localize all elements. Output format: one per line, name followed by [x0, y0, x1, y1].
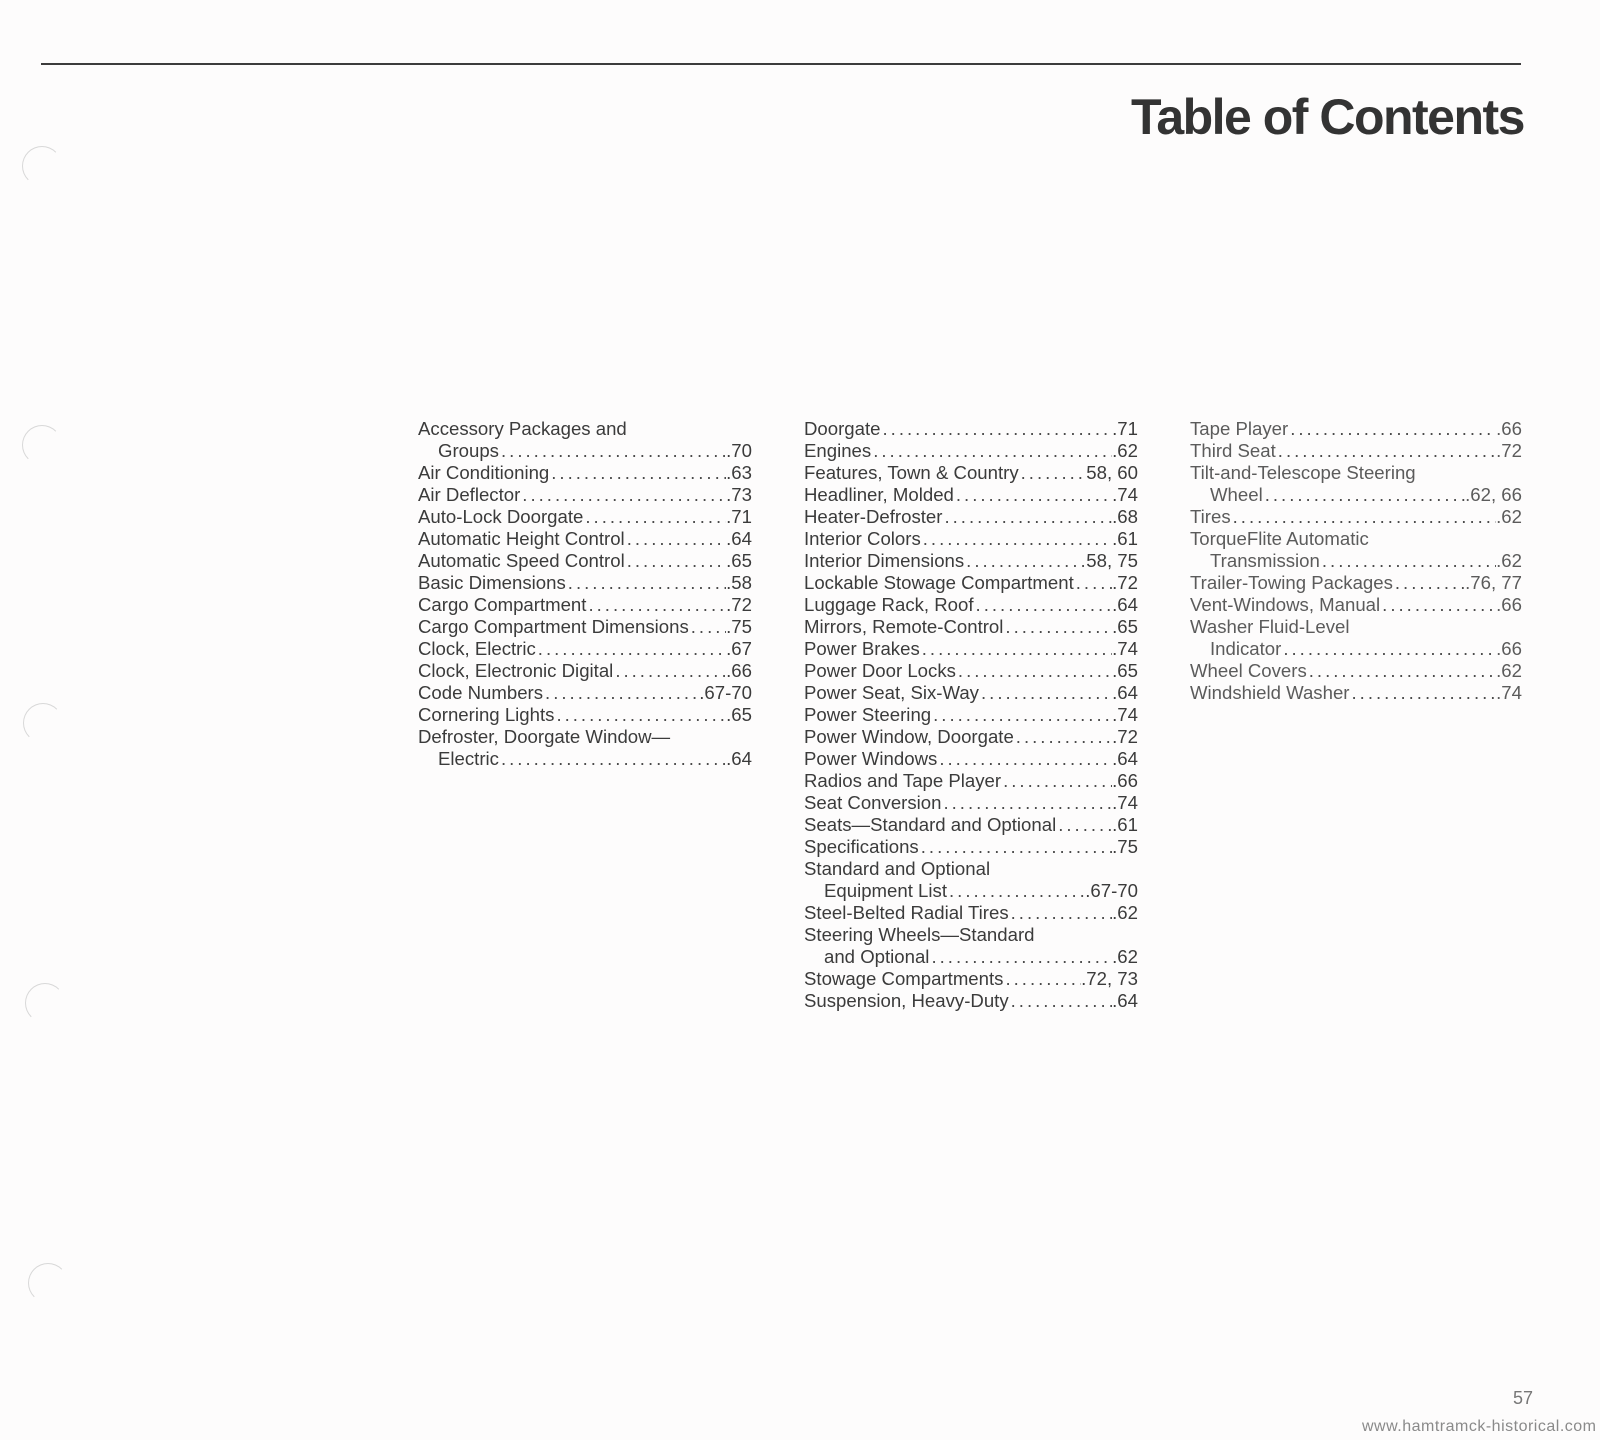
- toc-entry-line: [418, 748, 752, 770]
- binder-hole-5: [28, 1263, 68, 1303]
- dot-leader: [549, 462, 726, 484]
- toc-entry: [804, 726, 1138, 748]
- toc-entry-page: .74: [1112, 792, 1138, 813]
- toc-entry: [418, 550, 752, 572]
- toc-entry-page: .65: [726, 550, 752, 571]
- toc-entry-label: Features, Town & Country: [804, 462, 1019, 483]
- toc-entry-label: Tape Player: [1190, 418, 1289, 439]
- dot-leader: [1003, 968, 1081, 990]
- toc-entry-label: and Optional: [824, 946, 930, 967]
- dot-leader: [974, 594, 1113, 616]
- toc-entry-line: [804, 528, 1138, 550]
- toc-entry-line: [1190, 594, 1522, 616]
- toc-entry-line: [804, 748, 1138, 770]
- toc-entry: [1190, 440, 1522, 462]
- toc-entry-label: Luggage Rack, Roof: [804, 594, 974, 615]
- toc-entry-label: Wheel: [1210, 484, 1263, 505]
- toc-entry-label: Interior Colors: [804, 528, 921, 549]
- toc-entry-page: .71: [1112, 418, 1138, 439]
- dot-leader: [1056, 814, 1112, 836]
- toc-entry: [418, 616, 752, 638]
- toc-entry-label: Groups: [438, 440, 499, 461]
- dot-leader: [586, 594, 726, 616]
- dot-leader: [520, 484, 726, 506]
- toc-entry: [804, 836, 1138, 858]
- toc-entry-label: Power Windows: [804, 748, 938, 769]
- toc-entry-line: [804, 682, 1138, 704]
- toc-entry-label: Steel-Belted Radial Tires: [804, 902, 1009, 923]
- toc-entry: [418, 418, 752, 462]
- toc-entry-label: Vent-Windows, Manual: [1190, 594, 1381, 615]
- dot-leader: [536, 638, 726, 660]
- toc-entry-line: [418, 704, 752, 726]
- toc-entry-lead: Washer Fluid-Level: [1190, 616, 1350, 637]
- dot-leader: [689, 616, 726, 638]
- toc-entry-page: .64: [1112, 594, 1138, 615]
- toc-entry-page: .62: [1496, 506, 1522, 527]
- binder-hole-2: [22, 425, 62, 465]
- toc-entry-page: .63: [726, 462, 752, 483]
- toc-entry: [1190, 682, 1522, 704]
- dot-leader: [1014, 726, 1112, 748]
- toc-entry: [418, 660, 752, 682]
- toc-entry-label: Mirrors, Remote-Control: [804, 616, 1004, 637]
- dot-leader: [954, 484, 1112, 506]
- dot-leader: [871, 440, 1112, 462]
- toc-entry-label: Doorgate: [804, 418, 881, 439]
- toc-entry-page: .61: [1112, 528, 1138, 549]
- toc-entry-line: [1190, 440, 1522, 462]
- toc-entry-page: .65: [726, 704, 752, 725]
- toc-entry-line: [804, 814, 1138, 836]
- toc-entry-page: .74: [1496, 682, 1522, 703]
- toc-entry: [418, 704, 752, 726]
- binder-hole-4: [25, 983, 65, 1023]
- toc-entry-page: .73: [726, 484, 752, 505]
- dot-leader: [919, 836, 1112, 858]
- dot-leader: [543, 682, 699, 704]
- toc-entry-page: .66: [1496, 638, 1522, 659]
- toc-entry-line: [418, 440, 752, 462]
- toc-entry-line: [1190, 638, 1522, 660]
- toc-entry-page: .66: [1496, 594, 1522, 615]
- toc-column-2: [804, 418, 1138, 1012]
- toc-entry-line: [418, 660, 752, 682]
- toc-entry-line: [804, 616, 1138, 638]
- toc-entry-line: [804, 770, 1138, 792]
- toc-entry-page: .66: [726, 660, 752, 681]
- dot-leader: [947, 880, 1085, 902]
- dot-leader: [1009, 990, 1113, 1012]
- toc-entry-label: Power Door Locks: [804, 660, 956, 681]
- toc-entry: [418, 462, 752, 484]
- toc-entry-lead: Steering Wheels—Standard: [804, 924, 1035, 945]
- toc-entry-label: Equipment List: [824, 880, 947, 901]
- toc-entry-label: Power Window, Doorgate: [804, 726, 1014, 747]
- toc-entry-line: [418, 462, 752, 484]
- dot-leader: [956, 660, 1112, 682]
- dot-leader: [1307, 660, 1496, 682]
- toc-entry-label: Windshield Washer: [1190, 682, 1350, 703]
- toc-entry-lead: Accessory Packages and: [418, 418, 627, 439]
- toc-entry-page: 58, 60: [1086, 462, 1138, 483]
- toc-entry-page: .65: [1112, 660, 1138, 681]
- toc-entry-label: Automatic Speed Control: [418, 550, 625, 571]
- dot-leader: [881, 418, 1113, 440]
- toc-entry: [1190, 418, 1522, 440]
- toc-entry-line: [804, 440, 1138, 462]
- toc-entry-label: Transmission: [1210, 550, 1320, 571]
- toc-entry-page: .66: [1112, 770, 1138, 791]
- toc-entry-label: Cornering Lights: [418, 704, 555, 725]
- toc-entry-line: [418, 682, 752, 704]
- dot-leader: [625, 550, 726, 572]
- dot-leader: [1231, 506, 1497, 528]
- toc-entry-line: [418, 528, 752, 550]
- page-number: 57: [1513, 1388, 1534, 1408]
- toc-entry: [804, 572, 1138, 594]
- toc-entry-line: [804, 902, 1138, 924]
- toc-entry: [804, 660, 1138, 682]
- toc-entry-label: Air Deflector: [418, 484, 521, 505]
- toc-entry: [418, 726, 752, 770]
- dot-leader: [1393, 572, 1465, 594]
- toc-entry-label: Power Steering: [804, 704, 932, 725]
- dot-leader: [1276, 440, 1496, 462]
- toc-entry-page: .74: [1112, 704, 1138, 725]
- dot-leader: [499, 440, 726, 462]
- toc-entry-line: [804, 968, 1138, 990]
- toc-entry-label: Trailer-Towing Packages: [1190, 572, 1393, 593]
- dot-leader: [1019, 462, 1087, 484]
- toc-entry-label: Heater-Defroster: [804, 506, 943, 527]
- toc-entry: [418, 638, 752, 660]
- toc-column-1: [418, 418, 752, 770]
- toc-entry-page: .62, 66: [1465, 484, 1522, 505]
- toc-entry: [804, 704, 1138, 726]
- toc-entry-line: [804, 726, 1138, 748]
- toc-entry: [804, 418, 1138, 440]
- toc-entry-page: .62: [1112, 902, 1138, 923]
- toc-entry-label: Power Seat, Six-Way: [804, 682, 979, 703]
- toc-entry: [418, 528, 752, 550]
- toc-entry-label: Clock, Electric: [418, 638, 536, 659]
- dot-leader: [941, 792, 1112, 814]
- toc-entry-lead: Defroster, Doorgate Window—: [418, 726, 671, 747]
- toc-entry-page: .64: [726, 748, 752, 769]
- dot-leader: [1320, 550, 1496, 572]
- dot-leader: [1009, 902, 1113, 924]
- toc-entry-line: [804, 484, 1138, 506]
- toc-entry-line: [804, 638, 1138, 660]
- toc-entry-line: [1190, 550, 1522, 572]
- toc-entry-line: [804, 946, 1138, 968]
- dot-leader: [1074, 572, 1112, 594]
- toc-entry-line: [804, 594, 1138, 616]
- toc-entry-page: .72: [726, 594, 752, 615]
- toc-entry-line: [804, 550, 1138, 572]
- toc-entry: [804, 792, 1138, 814]
- toc-entry-line: [1190, 682, 1522, 704]
- toc-entry-label: Stowage Compartments: [804, 968, 1004, 989]
- toc-entry: [804, 990, 1138, 1012]
- dot-leader: [1380, 594, 1496, 616]
- header-rule: [41, 63, 1521, 65]
- toc-entry-label: Seats—Standard and Optional: [804, 814, 1057, 835]
- dot-leader: [937, 748, 1112, 770]
- toc-entry-label: Air Conditioning: [418, 462, 550, 483]
- toc-entry-label: Auto-Lock Doorgate: [418, 506, 584, 527]
- toc-entry-page: .64: [1112, 990, 1138, 1011]
- toc-entry-line: [804, 836, 1138, 858]
- toc-entry: [1190, 660, 1522, 682]
- toc-entry-page: 58, 75: [1086, 550, 1138, 571]
- toc-entry-label: Automatic Height Control: [418, 528, 625, 549]
- toc-entry-label: Tires: [1190, 506, 1231, 527]
- toc-entry-line: [804, 660, 1138, 682]
- dot-leader: [1003, 616, 1112, 638]
- toc-entry-page: .72, 73: [1081, 968, 1138, 989]
- toc-entry: [804, 858, 1138, 902]
- toc-entry: [804, 528, 1138, 550]
- toc-entry-line: [418, 638, 752, 660]
- toc-entry-page: .74: [1112, 638, 1138, 659]
- toc-entry-line: [1190, 506, 1522, 528]
- toc-entry-page: .62: [1496, 660, 1522, 681]
- toc-entry: [804, 616, 1138, 638]
- dot-leader: [499, 748, 726, 770]
- toc-entry-label: Wheel Covers: [1190, 660, 1307, 681]
- dot-leader: [613, 660, 726, 682]
- toc-entry-page: .65: [1112, 616, 1138, 637]
- toc-entry: [1190, 506, 1522, 528]
- toc-entry: [804, 924, 1138, 968]
- toc-entry-label: Interior Dimensions: [804, 550, 965, 571]
- binder-hole-3: [23, 703, 63, 743]
- toc-entry-page: .74: [1112, 484, 1138, 505]
- toc-entry: [1190, 616, 1522, 660]
- toc-entry: [1190, 572, 1522, 594]
- toc-entry-lead: TorqueFlite Automatic: [1190, 528, 1369, 549]
- toc-entry-page: .67-70: [699, 682, 752, 703]
- toc-entry-label: Clock, Electronic Digital: [418, 660, 614, 681]
- toc-entry-label: Code Numbers: [418, 682, 544, 703]
- toc-entry-line: [804, 506, 1138, 528]
- toc-entry-label: Lockable Stowage Compartment: [804, 572, 1074, 593]
- toc-entry: [804, 814, 1138, 836]
- toc-entry-line: [804, 990, 1138, 1012]
- toc-entry-line: [804, 792, 1138, 814]
- toc-entry-line: [418, 572, 752, 594]
- toc-column-3: [1190, 418, 1522, 704]
- toc-entry-line: [804, 572, 1138, 594]
- toc-entry: [1190, 528, 1522, 572]
- toc-entry-line: [1190, 572, 1522, 594]
- toc-entry-label: Cargo Compartment: [418, 594, 587, 615]
- toc-entry: [804, 594, 1138, 616]
- toc-entry-label: Engines: [804, 440, 872, 461]
- toc-entry-label: Headliner, Molded: [804, 484, 954, 505]
- toc-entry-label: Seat Conversion: [804, 792, 942, 813]
- toc-entry-line: [418, 506, 752, 528]
- toc-entry-page: .72: [1112, 726, 1138, 747]
- toc-entry-label: Indicator: [1210, 638, 1282, 659]
- toc-entry-line: [804, 462, 1138, 484]
- toc-entry: [418, 572, 752, 594]
- dot-leader: [929, 946, 1112, 968]
- toc-entry-page: .64: [1112, 682, 1138, 703]
- dot-leader: [1001, 770, 1112, 792]
- toc-entry-lead: Tilt-and-Telescope Steering: [1190, 462, 1416, 483]
- toc-entry-page: .72: [1112, 572, 1138, 593]
- toc-entry-lead: Standard and Optional: [804, 858, 991, 879]
- toc-entry-page: .70: [726, 440, 752, 461]
- toc-entry-page: .68: [1112, 506, 1138, 527]
- toc-entry: [418, 594, 752, 616]
- toc-entry-page: .76, 77: [1465, 572, 1522, 593]
- toc-entry-label: Radios and Tape Player: [804, 770, 1002, 791]
- dot-leader: [1288, 418, 1496, 440]
- dot-leader: [964, 550, 1086, 572]
- dot-leader: [931, 704, 1112, 726]
- dot-leader: [979, 682, 1112, 704]
- toc-entry: [804, 440, 1138, 462]
- toc-entry-label: Third Seat: [1190, 440, 1276, 461]
- toc-entry: [804, 968, 1138, 990]
- toc-entry: [1190, 594, 1522, 616]
- toc-entry: [804, 506, 1138, 528]
- dot-leader: [583, 506, 726, 528]
- toc-entry-line: [1190, 418, 1522, 440]
- toc-entry: [804, 550, 1138, 572]
- toc-entry-line: [418, 484, 752, 506]
- toc-entry-line: [418, 550, 752, 572]
- dot-leader: [921, 528, 1112, 550]
- toc-entry-page: .62: [1112, 946, 1138, 967]
- toc-entry: [418, 506, 752, 528]
- toc-entry: [804, 748, 1138, 770]
- toc-entry-label: Electric: [438, 748, 499, 769]
- toc-entry-line: [804, 704, 1138, 726]
- page-title: Table of Contents: [1130, 89, 1524, 145]
- toc-entry: [418, 682, 752, 704]
- toc-entry-line: [804, 418, 1138, 440]
- toc-entry-page: .67-70: [1085, 880, 1138, 901]
- watermark-text: www.hamtramck-historical.com: [1362, 1418, 1597, 1435]
- toc-entry: [418, 484, 752, 506]
- dot-leader: [566, 572, 726, 594]
- toc-entry-label: Basic Dimensions: [418, 572, 566, 593]
- dot-leader: [554, 704, 726, 726]
- toc-entry-page: .71: [726, 506, 752, 527]
- toc-entry-page: .62: [1496, 550, 1522, 571]
- toc-entry: [1190, 462, 1522, 506]
- toc-entry-line: [418, 594, 752, 616]
- toc-entry-page: .62: [1112, 440, 1138, 461]
- toc-entry-label: Suspension, Heavy-Duty: [804, 990, 1009, 1011]
- toc-entry: [804, 682, 1138, 704]
- toc-entry: [804, 484, 1138, 506]
- toc-entry: [804, 462, 1138, 484]
- toc-entry-line: [418, 616, 752, 638]
- toc-entry-page: .61: [1112, 814, 1138, 835]
- dot-leader: [1281, 638, 1496, 660]
- dot-leader: [1263, 484, 1465, 506]
- dot-leader: [942, 506, 1112, 528]
- toc-entry-line: [1190, 660, 1522, 682]
- dot-leader: [920, 638, 1112, 660]
- toc-entry-page: .72: [1496, 440, 1522, 461]
- toc-entry-label: Power Brakes: [804, 638, 920, 659]
- binder-hole-1: [22, 146, 62, 186]
- toc-entry-page: .75: [726, 616, 752, 637]
- toc-entry-page: .75: [1112, 836, 1138, 857]
- toc-entry-line: [804, 880, 1138, 902]
- toc-entry: [804, 902, 1138, 924]
- toc-entry-page: .64: [726, 528, 752, 549]
- toc-entry-page: .66: [1496, 418, 1522, 439]
- toc-entry: [804, 770, 1138, 792]
- toc-entry-line: [1190, 484, 1522, 506]
- toc-entry-page: .58: [726, 572, 752, 593]
- dot-leader: [1349, 682, 1496, 704]
- toc-entry-label: Specifications: [804, 836, 919, 857]
- toc-entry-page: .67: [726, 638, 752, 659]
- toc-entry-page: .64: [1112, 748, 1138, 769]
- toc-entry: [804, 638, 1138, 660]
- dot-leader: [625, 528, 726, 550]
- toc-entry-label: Cargo Compartment Dimensions: [418, 616, 689, 637]
